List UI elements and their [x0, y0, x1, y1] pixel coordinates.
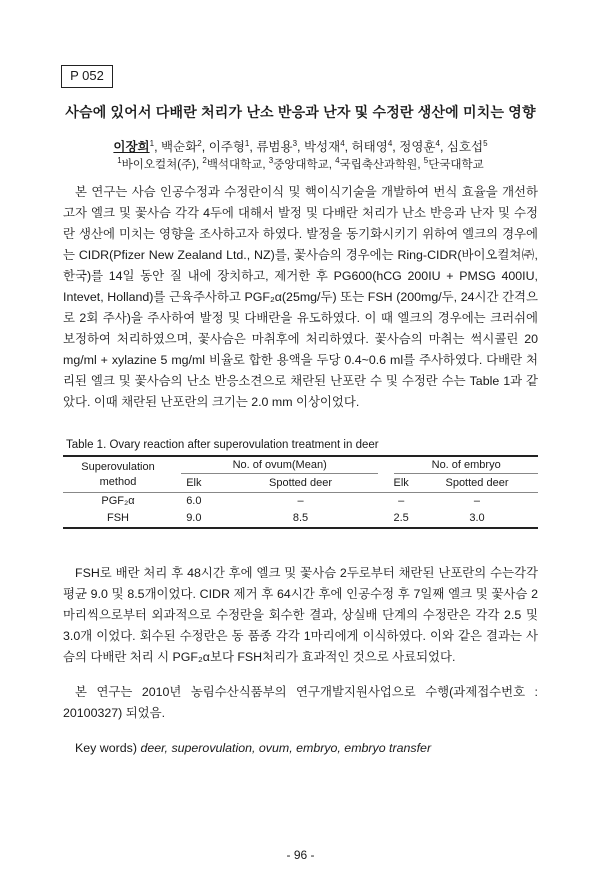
- sub-header: Spotted deer: [445, 477, 509, 489]
- author-sup: 1: [149, 138, 155, 148]
- cell: 8.5: [215, 510, 387, 528]
- affil-sup: 1: [117, 156, 122, 166]
- method-header: Superovulation method: [63, 456, 173, 493]
- ovum-header-label: No. of ovum(Mean): [181, 458, 378, 474]
- cell: 2.5: [386, 510, 416, 528]
- cell: –: [215, 493, 387, 511]
- cell: –: [386, 493, 416, 511]
- paper-code-box: P 052: [61, 65, 113, 88]
- author-name: 심호섭: [446, 140, 484, 154]
- author-name: 정영훈: [399, 140, 436, 154]
- table-row: [63, 493, 538, 511]
- affiliation: 중앙대학교: [273, 159, 329, 171]
- results-table: [63, 455, 538, 529]
- embryo-header-label: No. of embryo: [394, 458, 538, 474]
- affil-sup: 4: [335, 156, 340, 166]
- cell: 3.0: [416, 510, 538, 528]
- cell: 6.0: [173, 493, 215, 511]
- affiliation: 단국대학교: [428, 159, 484, 171]
- affil-sup: 2: [202, 156, 207, 166]
- author-name: 백순화: [161, 140, 198, 154]
- author-name: 이주형: [208, 140, 245, 154]
- author-sup: 2: [197, 138, 202, 148]
- author-name: 박성재: [303, 140, 341, 154]
- body-paragraph-methods: 본 연구는 사슴 인공수정과 수정란이식 및 핵이식기술을 개발하여 번식 효율을 개선하고자 엘크 및 꽃사슴 각각 4두에 대해서 발정 및 다배란 처리가 난소 반응과 난자 및 수정란 생산에 미치는 영향을 조사하고자 하였다. 발정을 동기화시키기 위하여 엘크의 경우에는 CIDR(Pfizer New Zealand Ltd., NZ)를, 꽃사슴의 경우에는 Ring-CIDR(바이오컬쳐㈜, 한국)를 14일 동안 질 내에 장치하고, 제거한 후 PG600(hCG 200IU + PMSG 400IU, Intevet, Holland)를 근육주사하고 PGF₂α(25mg/두) 또는 FSH (200mg/두, 24시간 간격으로 2회 주사)을 주사하여 발정 및 다배란을 유도하였다. 이 때 엘크의 경우에는 크러쉬에 보정하여 처리하였으며, 꽃사슴은 마취후에 처리하였다. 꽃사슴의 마취는 썩시콜린 20 mg/ml + xylazine 5 mg/ml 비율로 합한 용액을 두당 0.4~0.6 ml를 주사하였다. 다배란 처리된 엘크 및 꽃사슴의 난소 반응소견으로 채란된 난포란 수 및 수정란 수는 Table 1과 같았다. 이때 채란된 난포란의 크기는 2.0 mm 이상이었다.: [63, 185, 538, 409]
- author-sup: 4: [340, 138, 345, 148]
- sub-header: Spotted deer: [269, 477, 332, 489]
- ovum-header: [173, 456, 386, 475]
- keywords-label: Key words): [75, 741, 137, 755]
- affiliation: 백석대학교: [206, 159, 263, 171]
- affil-sup: 5: [423, 156, 429, 166]
- author-name: 류범용: [256, 140, 293, 154]
- affiliation: 바이오컬쳐(주): [121, 159, 196, 171]
- cell: –: [416, 493, 538, 511]
- sub-header: Elk: [186, 477, 202, 489]
- sub-header: Elk: [393, 477, 409, 489]
- author-sup: 4: [387, 138, 393, 148]
- affiliation: 국립축산과학원: [339, 159, 418, 171]
- embryo-header: [386, 456, 538, 475]
- table-caption: Table 1. Ovary reaction after superovulation treatment in deer: [66, 439, 379, 451]
- body-paragraph-results: FSH로 배란 처리 후 48시간 후에 엘크 및 꽃사슴 2두로부터 채란된 난포란의 수는각각 평균 9.0 및 8.5개이었다. CIDR 제거 후 64시간 후에 인공수정 후 7일째 엘크 및 꽃사슴 2마리씩으로부터 외과적으로 수정란을 회수한 결과, 상실배 단계의 수정란은 각각 2.5 및 3.0개 이었다. 회수된 수정란은 동 품종 각각 1마리에게 이식하였다. 이와 같은 결과는 사슴의 다배란 처리 시 PGF₂α보다 FSH처리가 효과적인 것으로 사료되었다.: [63, 566, 538, 664]
- body-paragraph-acknowledgement: 본 연구는 2010년 농림수산식품부의 연구개발지원사업으로 수행(과제접수번호 : 20100327) 되었음.: [63, 685, 538, 720]
- author-sup: 5: [483, 138, 488, 148]
- author-sup: 1: [244, 138, 250, 148]
- paper-title: 사슴에 있어서 다배란 처리가 난소 반응과 난자 및 수정란 생산에 미치는 영향: [65, 104, 536, 120]
- row-method: FSH: [63, 510, 173, 528]
- cell: 9.0: [173, 510, 215, 528]
- keywords: [75, 739, 538, 757]
- author-name: 허태영: [351, 140, 388, 154]
- author-name: 이장희: [113, 140, 150, 154]
- row-method: PGF₂α: [63, 493, 173, 511]
- keywords-list: deer, superovulation, ovum, embryo, embryo transfer: [140, 741, 432, 755]
- page-number: - 96 -: [286, 848, 315, 862]
- author-list: 이장희$^1$, 백순화$^2$, 이주형$^1$, 류범용$^3$, 박성재$^4$, 허태영$^4$, 정영훈$^4$, 심호섭$^5$: [113, 138, 488, 154]
- author-sup: 3: [292, 138, 298, 148]
- affil-sup: 3: [268, 156, 274, 166]
- table-row: [63, 510, 538, 528]
- affiliation-list: $^1$바이오컬쳐(주), $^2$백석대학교, $^3$중앙대학교, $^4$국립축산과학원, $^5$단국대학교: [117, 156, 484, 171]
- author-sup: 4: [435, 138, 440, 148]
